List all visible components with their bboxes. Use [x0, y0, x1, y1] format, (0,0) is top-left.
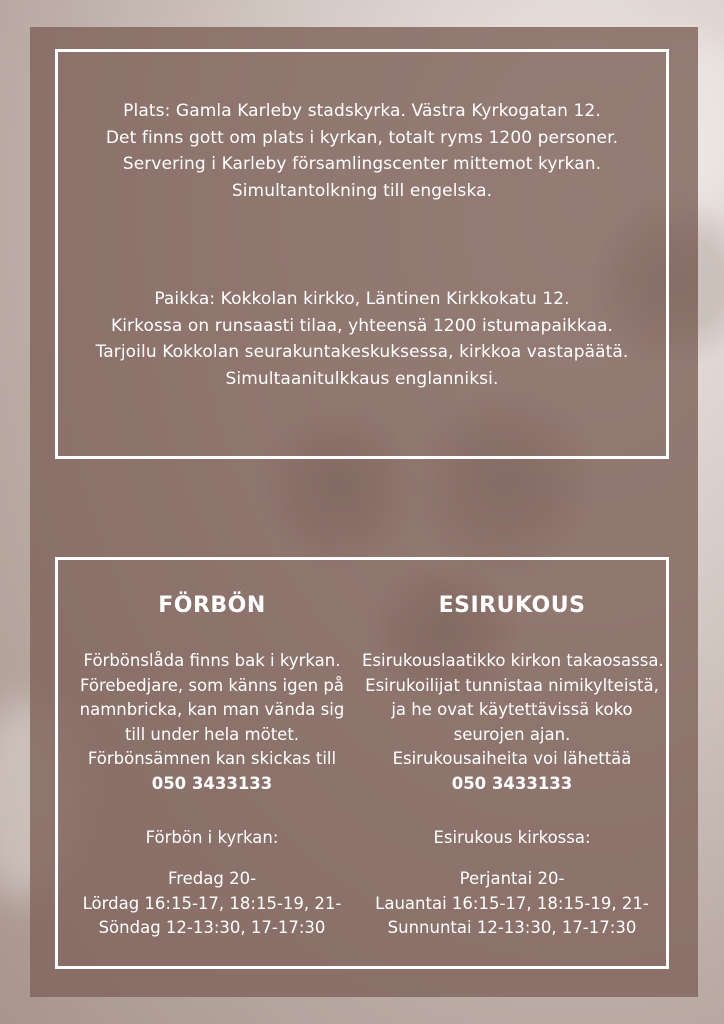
swedish-info [70, 98, 654, 204]
info-line: Plats: Gamla Karleby stadskyrka. Västra Kyrkogatan 12. [123, 101, 601, 121]
info-line: Servering i Karleby församlingscenter mittemot kyrkan. [122, 154, 602, 174]
body-line: till under hela mötet. [124, 724, 300, 744]
body-line: Esirukouslaatikko kirkon takaosassa. [362, 651, 664, 670]
body-line: Esirukousaiheita voi lähettää [392, 749, 632, 768]
body-line: namnbricka, kan man vända sig [79, 700, 345, 719]
forbon-schedule [62, 867, 362, 941]
schedule-line: Fredag 20- [167, 869, 257, 888]
body-line: Förbönslåda finns bak i kyrkan. [83, 651, 341, 670]
forbon-phone: 050 3433133 [151, 773, 273, 793]
forbon-body [62, 649, 362, 796]
schedule-line: Perjantai 20- [459, 869, 565, 888]
body-line: ja he ovat käytettävissä koko [391, 700, 633, 719]
forbon-heading: FÖRBÖN [158, 593, 266, 618]
body-line: Förbönsämnen kan skickas till [87, 749, 337, 768]
schedule-line: Lauantai 16:15-17, 18:15-19, 21- [375, 893, 649, 913]
info-line: Kirkossa on runsaasti tilaa, yhteensä 1200 istumapaikkaa. [110, 315, 614, 336]
esirukous-schedule [362, 867, 662, 941]
info-line: Paikka: Kokkolan kirkko, Läntinen Kirkkokatu 12. [154, 289, 570, 309]
esirukous-body [362, 649, 662, 796]
schedule-line: Lördag 16:15-17, 18:15-19, 21- [82, 893, 342, 913]
schedule-line: Söndag 12-13:30, 17-17:30 [98, 918, 326, 937]
info-line: Simultaanitulkkaus englanniksi. [225, 368, 499, 389]
forbon-schedule-title: Förbön i kyrkan: [145, 828, 279, 847]
esirukous-schedule-title: Esirukous kirkossa: [433, 828, 591, 847]
info-line: Det finns gott om plats i kyrkan, totalt ryms 1200 personer. [105, 127, 619, 148]
finnish-info [70, 286, 654, 392]
body-line: Esirukoilijat tunnistaa nimikylteistä, [365, 675, 659, 695]
esirukous-phone: 050 3433133 [451, 773, 573, 793]
body-line: seurojen ajan. [453, 724, 571, 744]
body-line: Förebedjare, som känns igen på [79, 675, 345, 695]
esirukous-heading: ESIRUKOUS [438, 593, 586, 618]
schedule-line: Sunnuntai 12-13:30, 17-17:30 [387, 918, 637, 937]
info-line: Simultantolkning till engelska. [231, 180, 493, 201]
info-line: Tarjoilu Kokkolan seurakuntakeskuksessa, kirkkoa vastapäätä. [95, 342, 629, 362]
